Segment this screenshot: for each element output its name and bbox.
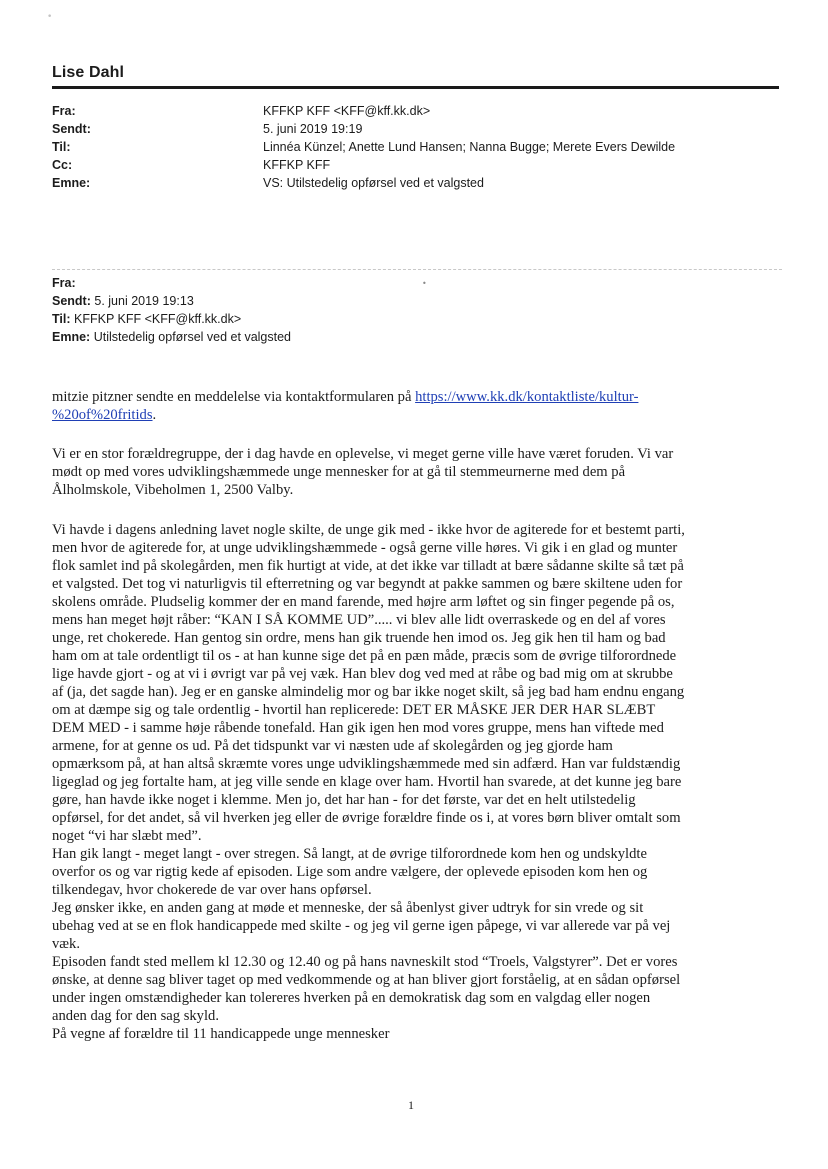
body-line: ligeglad og jeg fortalte ham, at jeg ville sende en klage over ham. Hvortil han svarede, at det kunne jeg bare <box>52 774 682 790</box>
header-value: KFFKP KFF <KFF@kff.kk.dk> <box>263 104 431 118</box>
header-divider <box>52 86 779 89</box>
header-row-cc <box>52 158 779 176</box>
body-line: Vi havde i dagens anledning lavet nogle skilte, de unge gik med - ikke hvor de agiterede for et bestemt parti, <box>52 522 685 538</box>
body-line: ham om at tale ordentligt til os - at han kunne sige det på en pæn måde, præcis som de øvrige tilforordnede <box>52 648 677 664</box>
body-line: Episoden fandt sted mellem kl 12.30 og 12.40 og på hans navneskilt stod “Troels, Valgstyrer”. Det er vores <box>52 954 678 970</box>
header-label: Sendt: <box>52 122 91 136</box>
forwarded-to-label: Til: <box>52 312 71 326</box>
body-line: opførsel, for det andet, så vil hverken jeg eller de øvrige forældre finde os i, at vores børn bliver omtalt som <box>52 810 681 826</box>
body-line <box>52 406 779 424</box>
body-line: tilkendegav, hvor chokerede de var over hans opførsel. <box>52 882 372 898</box>
body-line: Ålholmskole, Vibeholmen 1, 2500 Valby. <box>52 482 294 498</box>
body-line: anden dag for den sag skyld. <box>52 1008 219 1024</box>
body-line: unge, ret chokerede. Han gentog sin ordre, mens han gik truende hen imod os. Jeg gik hen til ham og bad <box>52 630 666 646</box>
header-label: Emne: <box>52 176 91 190</box>
body-line: et valgsted. Det tog vi naturligvis til efterretning og var begyndt at pakke sammen og bære skiltene uden for <box>52 576 683 592</box>
contact-form-link-continued[interactable]: %20of%20fritids <box>52 407 153 423</box>
header-label: Cc: <box>52 158 73 172</box>
header-value: KFFKP KFF <box>263 158 331 172</box>
paragraph-2 <box>52 445 779 499</box>
header-value: Linnéa Künzel; Anette Lund Hansen; Nanna Bugge; Merete Evers Dewilde <box>263 140 676 154</box>
body-line: Jeg ønsker ikke, en anden gang at møde et menneske, der så åbenlyst giver udtryk for sin vrede og sit <box>52 900 644 916</box>
body-line: lige havde gjort - og at vi i øvrigt var på vej væk. Han blev dog ved med at råbe og bad mig om at skrubbe <box>52 666 673 682</box>
paragraph-3 <box>52 521 779 1043</box>
body-line: armene, for at genne os ud. På det tidspunkt var vi næsten ude af skolegården og jeg gjorde ham <box>52 738 613 754</box>
header-label: Til: <box>52 140 71 154</box>
body-line: skolens område. Pludselig kommer der en mand farende, med højre arm løftet og sin finger pegende på os, <box>52 594 675 610</box>
body-line: flok samlet ind på skolegården, men fik hurtigt at vide, at det ikke var tilladt at bære sådanne skilte så tæt på <box>52 558 684 574</box>
body-line: På vegne af forældre til 11 handicappede unge mennesker <box>52 1026 390 1042</box>
body-line: gøre, han havde ikke noget i klemme. Men jo, det har han - for det første, var det en helt utilstedelig <box>52 792 636 808</box>
page-number: 1 <box>408 1098 414 1112</box>
header-row-subject <box>52 176 779 194</box>
body-line: men hvor de agiterede for, at unge udviklingshæmmede - også gerne ville høres. Vi gik i en glad og munter <box>52 540 678 556</box>
forwarded-to-value: KFFKP KFF <KFF@kff.kk.dk> <box>74 312 242 326</box>
forwarded-from-label: Fra: <box>52 276 76 290</box>
forwarded-subject-line <box>52 330 291 348</box>
forwarded-subject-value: Utilstedelig opførsel ved et valgsted <box>93 330 292 344</box>
header-value: VS: Utilstedelig opførsel ved et valgsted <box>263 176 484 190</box>
body-line: under ingen omstændigheder kan tolereres hverken på en demokratisk dag som en valgdag eller nogen <box>52 990 651 1006</box>
body-line: ønske, at denne sag bliver taget op med vedkommende og at han bliver gjort forståelig, at en sådan opførsel <box>52 972 681 988</box>
body-line: ubehag ved at se en flok handicappede med skilte - og jeg vil gerne igen påpege, vi var allerede var på vej <box>52 918 671 934</box>
body-line: Vi er en stor forældregruppe, der i dag havde en oplevelse, vi meget gerne ville have været foruden. Vi var <box>52 446 674 462</box>
sender-name: Lise Dahl <box>52 64 125 81</box>
header-label: Fra: <box>52 104 76 118</box>
body-line: mødt op med vores udviklingshæmmede unge mennesker for at gå til stemmeurnerne med dem på <box>52 464 626 480</box>
body-line: om at dæmpe sig og tale ordentlig - hvortil han replicerede: DET ER MÅSKE JER DER HAR SLÆBT <box>52 702 656 718</box>
body-line: opmærksom på, at han altså skræmte vores unge udviklingshæmmede med sin adfærd. Han var fuldstændig <box>52 756 681 772</box>
header-row-to <box>52 140 779 158</box>
body-line: overfor os og var rigtig kede af episoden. Lige som andre vælgere, der oplevede episoden kom hen og <box>52 864 648 880</box>
body-line: mens han meget højt råber: “KAN I SÅ KOMME UD”..... vi blev alle lidt overraskede og en del af vores <box>52 612 666 628</box>
forwarded-sent-line <box>52 294 194 312</box>
intro-text: mitzie pitzner sendte en meddelelse via kontaktformularen på <box>52 389 412 405</box>
intro-end: . <box>152 407 157 423</box>
forwarded-sent-label: Sendt: <box>52 294 91 308</box>
body-line: noget “vi har slæbt med”. <box>52 828 202 844</box>
body-line: væk. <box>52 936 80 952</box>
scan-artifact: • <box>422 279 427 288</box>
header-row-sent <box>52 122 779 140</box>
body-line <box>52 388 779 406</box>
body-line: DEM MED - i samme høje råbende tonefald. Han gik igen hen mod vores gruppe, mens han viftede med <box>52 720 664 736</box>
body-line: Han gik langt - meget langt - over stregen. Så langt, at de øvrige tilforordnede kom hen og undskyldte <box>52 846 647 862</box>
forwarded-sent-value: 5. juni 2019 19:13 <box>94 294 194 308</box>
header-value: 5. juni 2019 19:19 <box>263 122 363 136</box>
body-line: af (ja, det sagde han). Jeg er en ganske almindelig mor og bar ikke noget skilt, så jeg bad ham endnu engang <box>52 684 685 700</box>
forwarded-subject-label: Emne: <box>52 330 91 344</box>
header-row-from <box>52 104 779 122</box>
forwarded-from-line <box>52 276 76 294</box>
intro-paragraph <box>52 388 779 424</box>
scan-artifact: • <box>47 12 53 22</box>
forwarded-to-line <box>52 312 241 330</box>
forward-divider <box>52 269 782 270</box>
contact-form-link[interactable]: https://www.kk.dk/kontaktliste/kultur- <box>415 389 639 405</box>
